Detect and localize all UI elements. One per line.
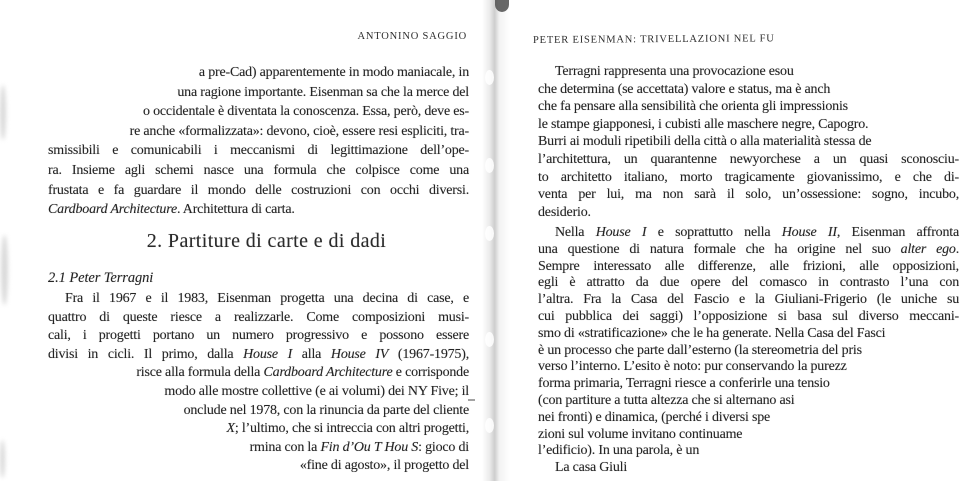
right-page [485,0,970,481]
body-text: : gioco di [418,439,469,455]
body-text: smo di «stratificazione» che le ha generate. Nella Casa del Fasci [538,325,886,341]
text-line [538,410,959,427]
gutter-edge-notch [485,226,494,241]
text-line [48,63,469,83]
body-text: smissibili e comunicabili i meccanismi di legittimazione dell’ope- [48,143,469,159]
body-text: La casa Giuli [555,460,628,476]
body-text: e corrisponde [392,365,469,381]
text-line [48,327,469,346]
body-text: , Eisenman affronta [836,225,959,240]
gutter-edge-notch [485,418,494,433]
body-text: l’architettura, un quarantenne newyorchese a un quasi sconosciu- [538,151,959,167]
italic-text: alter ego [900,241,956,257]
body-text: «fine di agosto», il progetto del [299,458,469,474]
body-text: venta per lui, ma non sarà il solo, un’ossessione: sogno, incubo, [538,187,959,203]
body-text: che determina (se accettata) valore e status, ma è anch [538,81,831,97]
text-line [48,290,469,309]
body-text: cui pubblica dei saggi) l’opposizione si basa sul diverso meccani- [538,308,959,324]
scan-edge-smudge [0,85,6,140]
paragraph-house-one-two [538,225,959,477]
italic-text: Cardboard Architecture [48,202,177,218]
italic-text: House IV [330,346,389,362]
text-line [538,393,959,410]
text-line [538,186,959,204]
body-text: Nella [555,225,596,240]
body-text: e soprattutto nella [646,225,782,240]
body-text: verso l’interno. L’esito è noto: pur conservando la purezz [538,359,847,375]
text-line [538,116,959,134]
text-line [538,81,959,99]
text-line [48,102,469,122]
subsection-heading: 2.1 Peter Terragni [48,270,154,286]
italic-text: Fin d’Ou T Hou S [320,439,419,455]
body-text: quattro di queste riesce a realizzarle. Come composizioni musi- [48,309,469,325]
text-line [538,151,959,169]
text-line [538,204,959,222]
body-text: alla [292,346,331,362]
text-line [538,376,959,393]
text-line [48,346,469,365]
body-text: to architetto italiano, morto tragicamente giovanissimo, e che di- [538,169,959,185]
text-line [48,383,469,402]
body-text: modo alle mostre collettive (e ai volumi) dei NY Five; il [164,383,469,399]
body-text: Sempre interessato alle differenze, alle frizioni, alle opposizioni, [538,258,959,274]
body-text: desiderio. [538,204,591,220]
text-line [538,460,959,477]
text-line [48,457,469,476]
italic-text: X [226,421,235,437]
body-text: l’edificio). In una parola, è un [538,443,700,459]
text-line [538,359,959,376]
gutter-edge-notch [485,332,494,347]
text-line [48,161,469,181]
body-text: (1967-1975), [388,346,469,362]
body-text: Terragni rappresenta una provocazione esou [555,64,794,79]
body-text: zioni sul volume invitano continuame [538,426,743,442]
text-line [538,309,959,326]
body-text: o occidentale è diventata la conoscenza. Essa, però, deve es- [143,104,469,120]
body-text: Fra il 1967 e il 1983, Eisenman progetta una decina di case, e [65,291,469,306]
body-text: una ragione importante. Eisenman sa che la merce del [177,84,469,100]
body-text: (con partiture a tutta altezza che si alternano asi [538,392,795,408]
text-line [538,427,959,444]
italic-text: Cardboard Architecture [263,365,393,381]
body-text: nei fronti) e dinamica, (perché i diversi spe [538,409,771,425]
text-line [48,200,469,220]
text-line [538,275,959,292]
body-text: rmina con la [249,439,321,455]
running-header-left: ANTONINO SAGGIO [357,31,467,42]
body-text: frustata e fa guardare il mondo delle costruzioni con occhi diversi. [48,182,469,198]
body-text: una questione di natura formale che ha origine nel suo [538,241,901,257]
body-text: Burri ai moduli ripetibili della città o alla materialità stessa de [538,134,872,150]
body-text: onclude nel 1978, con la rinuncia da parte del cliente [183,402,469,418]
body-text: le stampe giapponesi, i cubisti alle maschere negre, Capogro. [538,116,869,132]
paragraph-provocation [538,63,959,221]
italic-text: House II [781,225,837,240]
body-text: che fa pensare alla sensibilità che orienta gli impressionis [538,99,848,115]
running-header-right: PETER EISENMAN: TRIVELLAZIONI NEL FU [532,33,775,46]
text-line [538,443,959,460]
body-text: forma primaria, Terragni riesce a conferirle una tensio [538,376,830,392]
body-text: divisi in cicli. Il primo, dalla [48,346,244,362]
body-text: . [955,241,959,257]
text-line [48,309,469,328]
text-line [538,169,959,187]
body-text: l’altra. Fra la Casa del Fascio e la Giuliani-Frigerio (le uniche su [538,292,959,308]
scan-edge-smudge [0,440,5,478]
body-text: è un processo che parte dall’esterno (la stereometria del pris [538,342,862,358]
text-line [538,292,959,309]
body-text: egli è attratto da due opere del comasco in contrasto l’una con [538,275,959,291]
text-line [538,259,959,276]
body-text: ; l’ultimo, che si intreccia con altri progetti, [234,421,469,437]
text-line [48,420,469,439]
text-line [538,242,959,259]
text-line [538,133,959,151]
text-line [48,181,469,201]
text-line [538,225,959,242]
text-line [538,326,959,343]
body-text: . Architettura di carta. [176,202,295,218]
paragraph-cardboard [48,63,469,220]
text-line [48,402,469,421]
text-line [48,364,469,383]
scan-artifact-dash [468,399,475,401]
body-text: a pre-Cad) apparentemente in modo maniacale, in [198,65,469,80]
body-text: risce alla formula della [136,365,264,381]
body-text: cali, i progetti portano un numero progressivo e possono essere [48,328,469,344]
body-text: re anche «formalizzata»: devono, cioè, essere resi espliciti, tra- [129,123,469,139]
section-heading: 2. Partiture di carte e di dadi [146,230,387,252]
scan-edge-smudge [1,235,8,305]
gutter-edge-notch [485,70,494,85]
paragraph-houses-cycles [48,290,469,476]
text-line [48,83,469,103]
text-line [538,63,959,81]
italic-text: House I [595,225,647,240]
text-line [48,439,469,458]
italic-text: House I [243,346,293,362]
gutter-edge-notch [485,158,494,173]
text-line [48,122,469,142]
text-line [538,343,959,360]
body-text: ra. Insieme agli schemi nasce una formula che colpisce come una [48,162,469,178]
text-line [538,98,959,116]
text-line [48,141,469,161]
